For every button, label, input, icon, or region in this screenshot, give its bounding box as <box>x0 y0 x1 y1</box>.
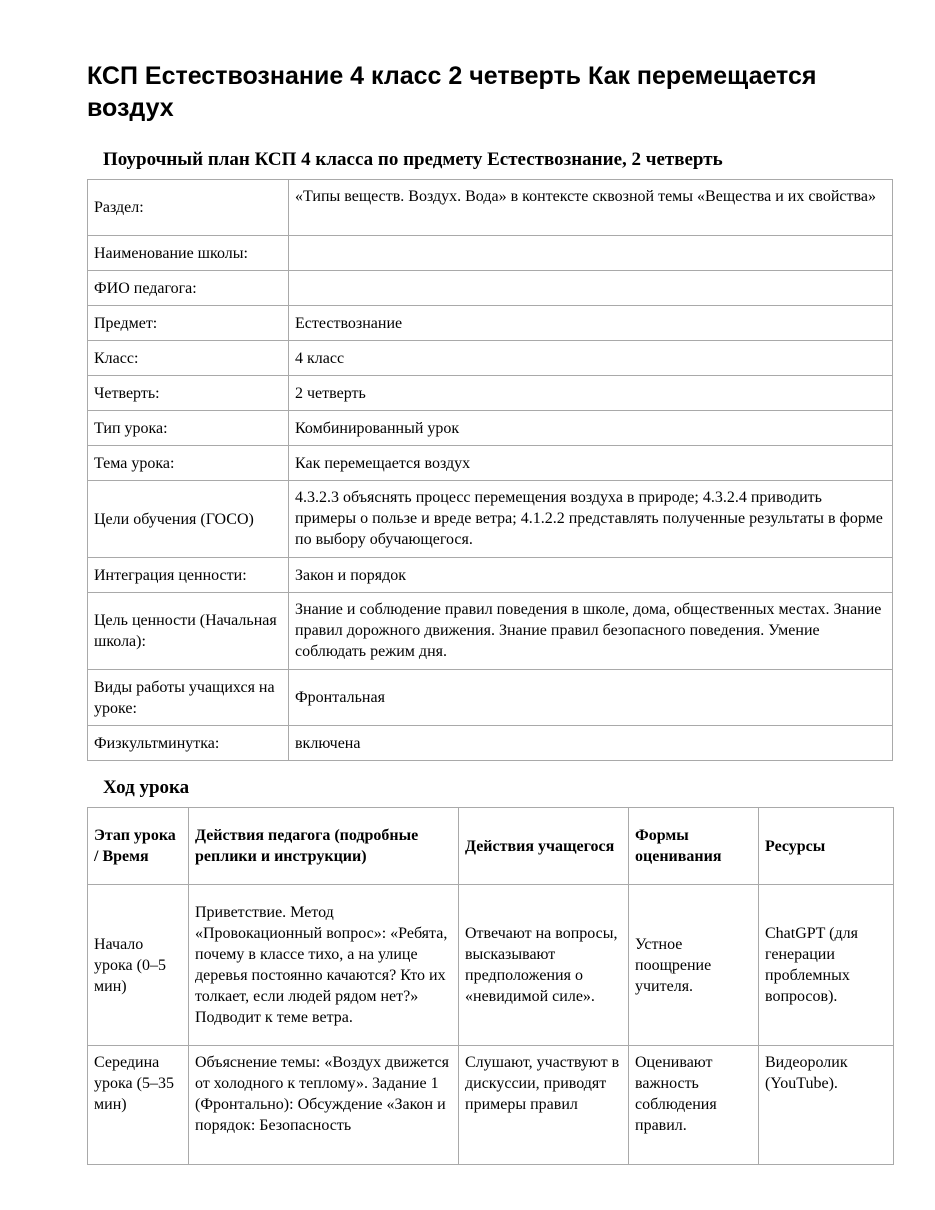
info-label: ФИО педагога: <box>88 271 289 306</box>
assessment-cell: Устное поощрение учителя. <box>629 885 759 1046</box>
course-header-row <box>88 808 894 885</box>
info-row-lesson-type <box>88 411 893 446</box>
info-label: Виды работы учащихся на уроке: <box>88 670 289 726</box>
info-label: Интеграция ценности: <box>88 558 289 593</box>
info-row-value-goal <box>88 593 893 670</box>
info-value: Фронтальная <box>289 670 893 726</box>
info-value: Закон и порядок <box>289 558 893 593</box>
info-label: Тип урока: <box>88 411 289 446</box>
info-row-goals <box>88 481 893 558</box>
resources-cell: ChatGPT (для генерации проблемных вопросов). <box>759 885 894 1046</box>
stage-cell: Начало урока (0–5 мин) <box>88 885 189 1046</box>
lesson-course-table <box>87 807 894 1165</box>
info-value: «Типы веществ. Воздух. Вода» в контексте сквозной темы «Вещества и их свойства» <box>289 180 893 236</box>
info-label: Четверть: <box>88 376 289 411</box>
info-label: Тема урока: <box>88 446 289 481</box>
info-row-teacher <box>88 271 893 306</box>
table-row <box>88 1046 894 1165</box>
info-row-subject <box>88 306 893 341</box>
info-row-work-types <box>88 670 893 726</box>
info-label: Наименование школы: <box>88 236 289 271</box>
teacher-actions-cell: Объяснение темы: «Воздух движется от холодного к теплому». Задание 1 (Фронтально): Обсуждение «Закон и порядок: Безопасность <box>189 1046 459 1165</box>
header-student-actions: Действия учащегося <box>459 808 629 885</box>
document-title: КСП Естествознание 4 класс 2 четверть Как перемещается воздух <box>87 62 817 122</box>
info-value: Комбинированный урок <box>289 411 893 446</box>
info-row-topic <box>88 446 893 481</box>
info-row-section <box>88 180 893 236</box>
stage-cell: Середина урока (5–35 мин) <box>88 1046 189 1165</box>
info-value: включена <box>289 726 893 761</box>
header-teacher-actions: Действия педагога (подробные реплики и инструкции) <box>189 808 459 885</box>
info-value <box>289 271 893 306</box>
info-value: Естествознание <box>289 306 893 341</box>
info-value <box>289 236 893 271</box>
info-label: Класс: <box>88 341 289 376</box>
info-value: Знание и соблюдение правил поведения в школе, дома, общественных местах. Знание правил дорожного движения. Знание правил безопасного поведения. Умение соблюдать режим дня. <box>289 593 893 670</box>
header-resources: Ресурсы <box>759 808 894 885</box>
assessment-cell: Оценивают важность соблюдения правил. <box>629 1046 759 1165</box>
lesson-info-table <box>87 179 893 761</box>
student-actions-cell: Слушают, участвуют в дискуссии, приводят примеры правил <box>459 1046 629 1165</box>
info-label: Раздел: <box>88 180 289 236</box>
info-value: 4 класс <box>289 341 893 376</box>
plan-heading: Поурочный план КСП 4 класса по предмету Естествознание, 2 четверть <box>103 149 723 170</box>
table-row <box>88 885 894 1046</box>
info-row-exercise <box>88 726 893 761</box>
info-label: Цели обучения (ГОСО) <box>88 481 289 558</box>
info-row-quarter <box>88 376 893 411</box>
info-label: Предмет: <box>88 306 289 341</box>
info-row-grade <box>88 341 893 376</box>
info-label: Физкультминутка: <box>88 726 289 761</box>
info-label: Цель ценности (Начальная школа): <box>88 593 289 670</box>
header-stage: Этап урока / Время <box>88 808 189 885</box>
header-assessment: Формы оценивания <box>629 808 759 885</box>
course-heading: Ход урока <box>103 777 190 798</box>
info-value: 4.3.2.3 объяснять процесс перемещения воздуха в природе; 4.3.2.4 приводить примеры о пользе и вреде ветра; 4.1.2.2 представлять полученные результаты в форме по выбору обучающегося. <box>289 481 893 558</box>
info-row-school <box>88 236 893 271</box>
student-actions-cell: Отвечают на вопросы, высказывают предположения о «невидимой силе». <box>459 885 629 1046</box>
info-row-value-integration <box>88 558 893 593</box>
resources-cell: Видеоролик (YouTube). <box>759 1046 894 1165</box>
teacher-actions-cell: Приветствие. Метод «Провокационный вопрос»: «Ребята, почему в классе тихо, а на улице деревья постоянно качаются? Кто их толкает, если людей рядом нет?» Подводит к теме ветра. <box>189 885 459 1046</box>
info-value: Как перемещается воздух <box>289 446 893 481</box>
info-value: 2 четверть <box>289 376 893 411</box>
